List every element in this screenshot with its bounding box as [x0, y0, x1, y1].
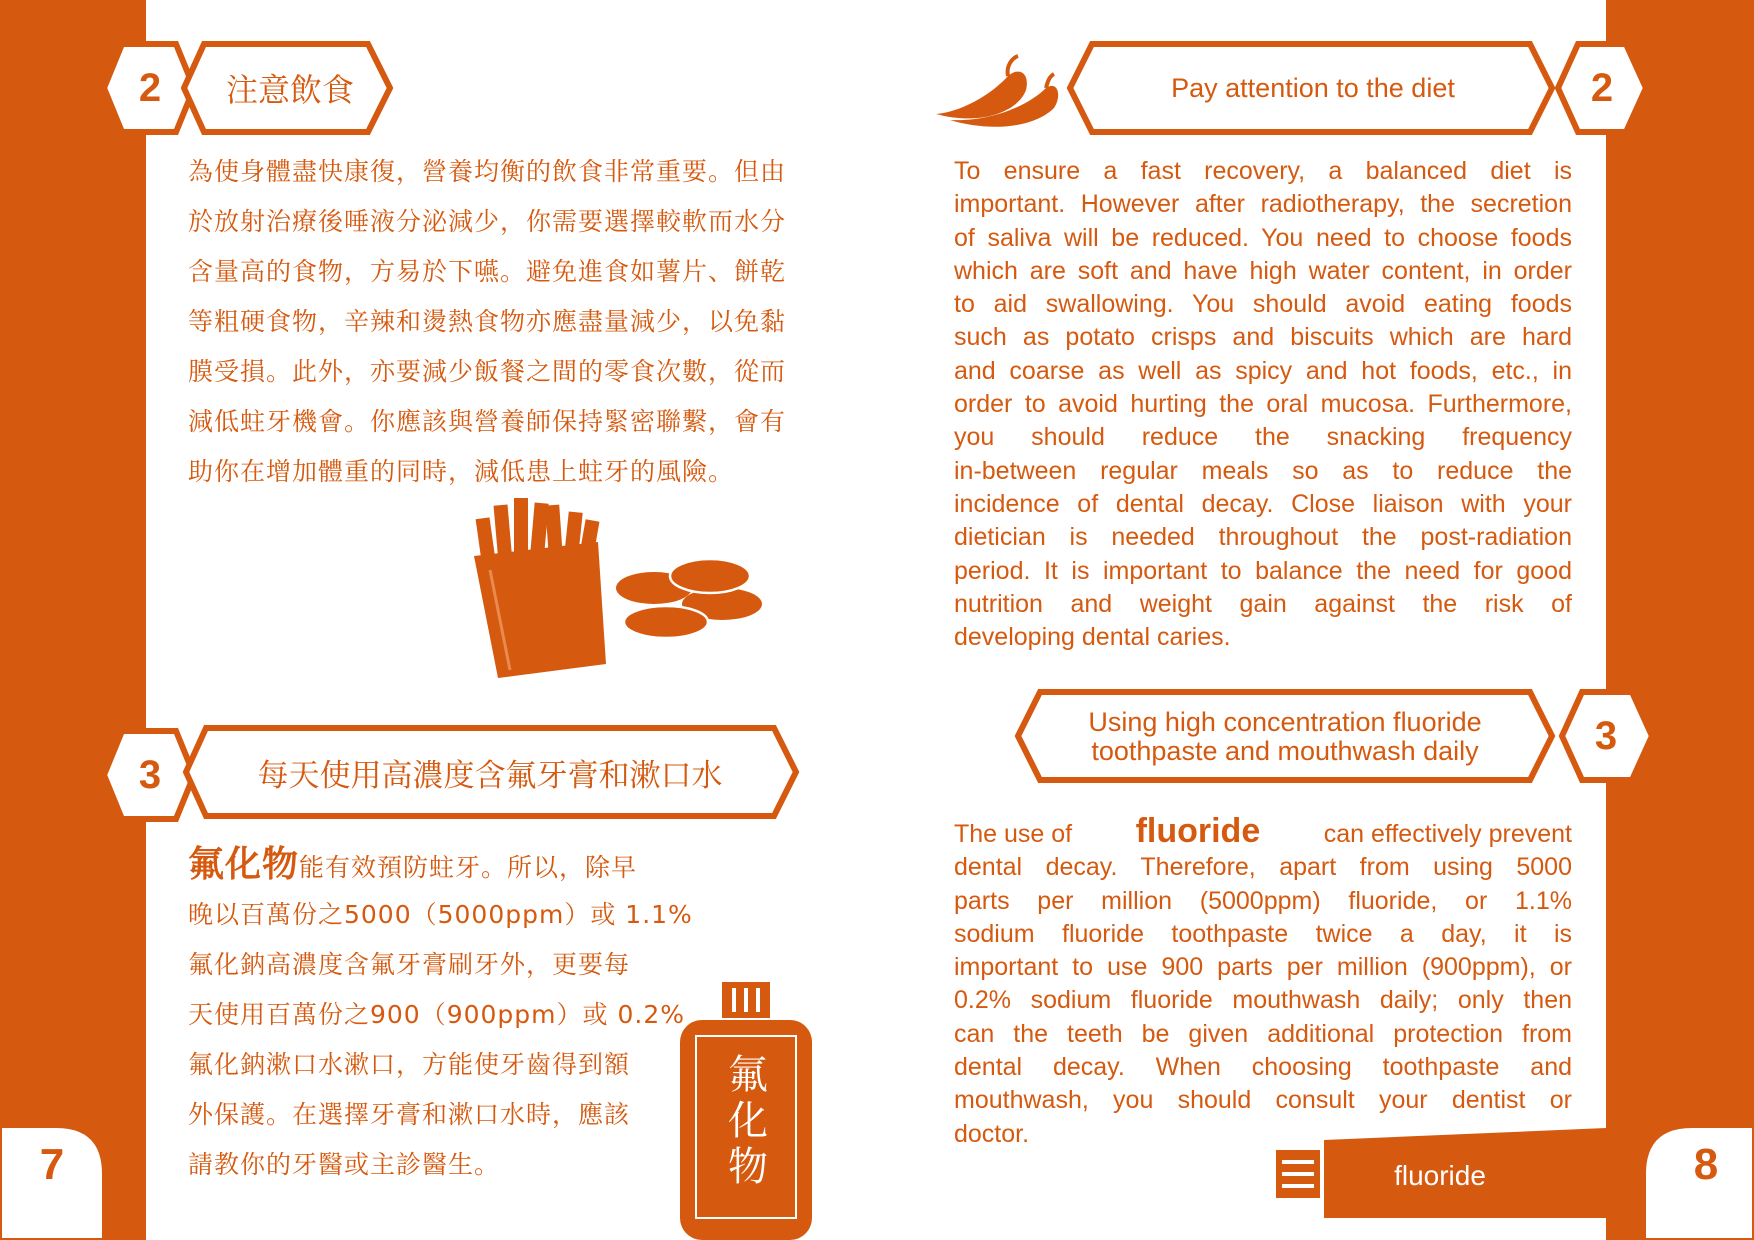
section3-body-zh	[188, 840, 693, 1190]
body-line: incidence of dental decay. Close liaison with your	[954, 489, 1572, 518]
body-line: 0.2% sodium fluoride mouthwash daily; only then	[954, 986, 1572, 1015]
title-line: toothpaste and mouthwash daily	[1091, 736, 1479, 766]
body-line: of saliva will be reduced. You need to choose foods	[954, 223, 1572, 252]
section2-title-en: Pay attention to the diet	[1171, 72, 1455, 103]
body-line	[954, 812, 1572, 851]
body-line: such as potato crisps and biscuits which are hard	[954, 323, 1572, 352]
section3-title-zh: 每天使用高濃度含氟牙膏和漱口水	[257, 757, 723, 794]
body-line: doctor.	[954, 1119, 1030, 1148]
page-number-right: 8	[1693, 1140, 1719, 1189]
body-line: 氟化鈉高濃度含氟牙膏刷牙外，更要每	[188, 950, 631, 979]
section2-title-zh: 注意飲食	[225, 71, 354, 109]
body-line: to aid swallowing. You should avoid eating foods	[954, 290, 1572, 319]
body-line: important. However after radiotherapy, the secretion	[954, 190, 1572, 219]
body-line: dental decay. When choosing toothpaste and	[954, 1053, 1572, 1082]
body-line: 為使身體盡快康復，營養均衡的飲食非常重要。但由	[188, 157, 787, 186]
body-line: can the teeth be given additional protection from	[954, 1019, 1572, 1048]
section2-body-en	[954, 155, 1572, 654]
bottle-label-char: 氟	[728, 1052, 768, 1098]
body-line: 請教你的牙醫或主診醫生。	[188, 1150, 501, 1179]
body-line: you should reduce the snacking frequency	[954, 423, 1572, 452]
body-line: developing dental caries.	[954, 623, 1231, 652]
body-line: 氟化鈉漱口水漱口，方能使牙齒得到額	[188, 1050, 631, 1079]
body-line-text: 能有效預防蛀牙。所以，除早	[299, 853, 638, 882]
bottle-label-char: 物	[728, 1144, 768, 1190]
fluoride-emphasis: fluoride	[1135, 812, 1261, 850]
tube-label: fluoride	[1394, 1160, 1486, 1191]
body-line: mouthwash, you should consult your dentist or	[954, 1086, 1572, 1115]
section2-number: 2	[138, 65, 162, 110]
right-margin-band	[1606, 0, 1754, 1240]
body-line: dental decay. Therefore, apart from using 5000	[954, 853, 1572, 882]
bottle-label-char: 化	[728, 1098, 768, 1144]
page-number-tab-right	[0, 0, 1, 1]
section2-number-en: 2	[1590, 65, 1614, 110]
body-line: which are soft and have high water content, in order	[954, 256, 1572, 285]
body-line: 減低蛀牙機會。你應該與營養師保持緊密聯繫，會有	[188, 407, 787, 436]
body-line: 天使用百萬份之900（900ppm）或 0.2%	[188, 1000, 685, 1029]
body-text: can effectively prevent	[1316, 820, 1572, 848]
title-line: Using high concentration fluoride	[1088, 707, 1482, 737]
body-line: 助你在增加體重的同時，減低患上蛀牙的風險。	[188, 457, 735, 486]
body-text: The use of	[954, 820, 1080, 848]
body-line: important to use 900 parts per million (900ppm), or	[954, 953, 1572, 982]
body-line: and coarse as well as spicy and hot foods, etc., in	[954, 356, 1572, 385]
section3-title-en	[1040, 706, 1530, 768]
section3-number: 3	[138, 752, 162, 797]
bottle-label	[708, 1052, 788, 1190]
body-line: in-between regular meals so as to reduce the	[954, 456, 1572, 485]
body-line: 晚以百萬份之5000（5000ppm）或 1.1%	[188, 900, 693, 929]
section3-number-en: 3	[1594, 713, 1618, 758]
body-line: 外保護。在選擇牙膏和漱口水時，應該	[188, 1100, 631, 1129]
fluoride-lead-word: 氟化物	[188, 844, 300, 885]
left-margin-band	[0, 0, 146, 1240]
body-line: sodium fluoride toothpaste twice a day, it is	[954, 919, 1572, 948]
body-line: parts per million (5000ppm) fluoride, or 1.1%	[954, 886, 1572, 915]
page-number-left: 7	[39, 1140, 65, 1189]
body-line: 含量高的食物，方易於下嚥。避免進食如薯片、餅乾	[188, 257, 787, 286]
section2-body-zh	[188, 150, 820, 500]
body-line: 等粗硬食物，辛辣和燙熱食物亦應盡量減少，以免黏	[188, 307, 787, 336]
body-line: order to avoid hurting the oral mucosa. Furthermore,	[954, 390, 1572, 419]
body-line: nutrition and weight gain against the risk of	[954, 589, 1572, 618]
section3-body-en	[954, 812, 1572, 1151]
body-line: 於放射治療後唾液分泌減少，你需要選擇較軟而水分	[188, 207, 787, 236]
body-line: 膜受損。此外，亦要減少飯餐之間的零食次數，從而	[188, 357, 787, 386]
body-line	[188, 840, 668, 890]
body-line: period. It is important to balance the need for good	[954, 556, 1572, 585]
body-line: dietician is needed throughout the post-radiation	[954, 523, 1572, 552]
body-line: To ensure a fast recovery, a balanced diet is	[954, 157, 1572, 185]
